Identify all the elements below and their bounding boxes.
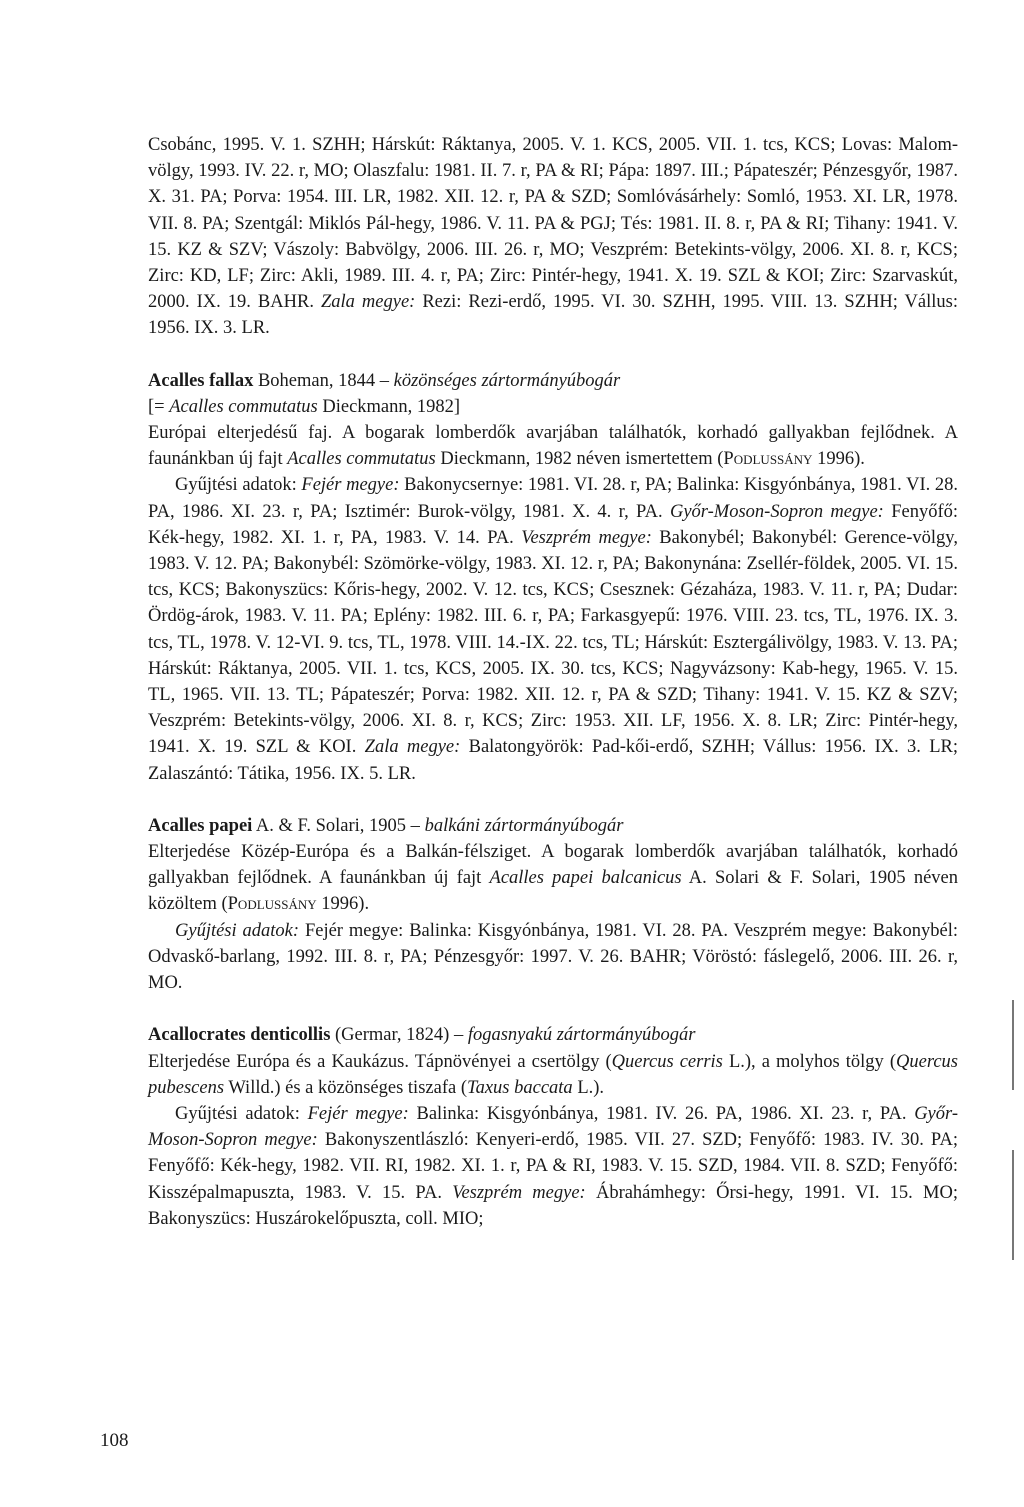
species-entry-acalles-fallax bbox=[148, 368, 958, 787]
species-title bbox=[148, 368, 958, 394]
text-run: Bakonyszentlászló: Kenyeri-erdő, 1985. VII. 27. SZD; Fenyőfő: 1983. IV. 30. PA; Fenyőfő: Kék-hegy, 1982. VII. RI, 1982. XI. 1. r, PA & RI, 1983. V. 15. SZD, 1984. VII. 8. SZD; Fenyőfő: Kisszépalmapuszta, 1983. V. 15. PA. bbox=[148, 1130, 958, 1203]
species-title bbox=[148, 813, 958, 839]
text-run: közönséges zártormányúbogár bbox=[393, 370, 621, 391]
text-run: L.). bbox=[572, 1077, 605, 1098]
text-run: Fenyőfő: Kék-hegy, 1982. XI. 1. r, PA, 1983. V. 14. PA. bbox=[148, 501, 958, 548]
text-run: A. & F. Solari, 1905 – bbox=[252, 815, 425, 836]
text-run: Acalles papei balcanicus bbox=[489, 868, 682, 889]
text-run: Acalles fallax bbox=[148, 370, 254, 391]
text-run: Acalles commutatus bbox=[169, 396, 318, 417]
text-run: Balatongyörök: Pad-kői-erdő, SZHH; Vállus: 1956. IX. 3. LR; Zalaszántó: Tátika, 1956. IX. 5. LR. bbox=[148, 737, 958, 784]
species-description bbox=[148, 420, 958, 472]
text-run: A. Solari & F. Solari, 1905 néven közöltem ( bbox=[148, 868, 958, 915]
text-run: Győr-Moson-Sopron megye: bbox=[148, 1103, 958, 1151]
text-run: Gyűjtési adatok: bbox=[175, 475, 302, 496]
text-run: Gyűjtési adatok: bbox=[175, 1103, 308, 1124]
text-run: Győr-Moson-Sopron megye: bbox=[669, 501, 884, 522]
text-run: Elterjedése Közép-Európa és a Balkán-félsziget. A bogarak lomberdők avarjában találhatók, korhadó gallyakban fejlődnek. A faunánkban új fajt bbox=[148, 842, 958, 889]
text-run: Elterjedése Európa és a Kaukázus. Tápnövényei a csertölgy ( bbox=[148, 1051, 612, 1072]
text-run: 1996). bbox=[316, 894, 370, 915]
text-run: Boheman, 1844 – bbox=[253, 370, 394, 391]
text-run: Ábrahámhegy: Őrsi-hegy, 1991. VI. 15. MO; Bakonyszücs: Huszárokelőpuszta, coll. MIO; bbox=[148, 1182, 958, 1229]
text-run: Bakonycsernye: 1981. VI. 28. r, PA; Balinka: Kisgyónbánya, 1981. VI. 28. PA, 1986. XI. 23. r, PA; Isztimér: Burok-völgy, 1981. X. 4. r, PA. bbox=[148, 475, 958, 522]
text-run: Quercus cerris bbox=[611, 1051, 723, 1072]
scan-edge-mark bbox=[1012, 1150, 1014, 1260]
collection-records bbox=[148, 918, 958, 997]
text-run: Acallocrates denticollis bbox=[148, 1025, 331, 1046]
text-run: Acalles commutatus bbox=[287, 449, 436, 470]
text-run: balkáni zártormányúbogár bbox=[424, 815, 624, 836]
text-run: Acalles papei bbox=[148, 815, 253, 836]
species-title bbox=[148, 1022, 958, 1048]
text-run: Veszprém megye: bbox=[452, 1182, 586, 1203]
text-run: Quercus pubescens bbox=[148, 1051, 959, 1098]
text-run: Fejér megye: bbox=[301, 475, 400, 496]
text-run: Zala megye: bbox=[364, 737, 461, 758]
text-run: Fejér megye: Balinka: Kisgyónbánya, 1981. VI. 28. PA. Veszprém megye: Bakonybél: Odvaskő-barlang, 1992. III. 8. r, PA; Pénzesgyőr: 1997. V. 26. BAHR; Vöröstó: fáslegelő, 2006. III. 26. r, MO. bbox=[148, 920, 958, 994]
text-run: Zala megye: bbox=[320, 292, 416, 313]
text-run: Csobánc, 1995. V. 1. SZHH; Hárskút: Ráktanya, 2005. V. 1. KCS, 2005. VII. 1. tcs, KCS; Lovas: Malom-völgy, 1993. IV. 22. r, MO; Olaszfalu: 1981. II. 7. r, PA & RI; Pápa: 1897. III.; Pápateszér; Pénzesgyőr, 1987. X. 31. PA; Porva: 1954. III. LR, 1982. XII. 12. r, PA & SZD; Somlóvásárhely: Somló, 1953. XI. LR, 1978. VII. 8. PA; Szentgál: Miklós Pál-hegy, 1986. V. 11. PA & PGJ; Tés: 1981. II. 8. r, PA & RI; Tihany: 1941. V. 15. KZ & SZV; Vászoly: Babvölgy, 2006. III. 26. r, MO; Veszprém: Betekints-völgy, 2006. XI. 8. r, KCS; Zirc: KD, LF; Zirc: Akli, 1989. III. 4. r, PA; Zirc: Pintér-hegy, 1941. X. 19. SZL & KOI; Zirc: Szarvaskút, 2000. IX. 19. BAHR. bbox=[148, 135, 958, 313]
text-run: (Germar, 1824) – bbox=[330, 1025, 468, 1046]
scan-edge-mark bbox=[1012, 1000, 1014, 1090]
species-entry-acallocrates-denticollis bbox=[148, 1022, 958, 1232]
text-run: Dieckmann, 1982 néven ismertettem ( bbox=[435, 449, 724, 470]
species-synonym bbox=[148, 394, 958, 420]
collection-records bbox=[148, 472, 958, 786]
text-run: Európai elterjedésű faj. A bogarak lomberdők avarjában találhatók, korhadó gallyakban fejlődnek. A faunánkban új fajt bbox=[148, 423, 958, 470]
species-description bbox=[148, 1049, 958, 1101]
text-run: Fejér megye: bbox=[307, 1103, 409, 1124]
text-run: [= bbox=[148, 396, 170, 417]
text-run: Podlussány bbox=[723, 449, 813, 470]
species-entry-acalles-papei bbox=[148, 813, 958, 996]
text-run: fogasnyakú zártormányúbogár bbox=[467, 1025, 696, 1046]
page-number: 108 bbox=[100, 1430, 129, 1451]
continuation-records bbox=[148, 132, 958, 342]
page-body bbox=[148, 132, 958, 1232]
text-run: Rezi: Rezi-erdő, 1995. VI. 30. SZHH, 1995. VIII. 13. SZHH; Vállus: 1956. IX. 3. LR. bbox=[148, 292, 958, 339]
text-run: Podlussány bbox=[227, 894, 317, 915]
text-run: Bakonybél; Bakonybél: Gerence-völgy, 1983. V. 12. PA; Bakonybél: Szömörke-völgy, 1983. XI. 12. r, PA; Bakonynána: Zsellér-földek, 2005. VI. 15. tcs, KCS; Bakonyszücs: Kőris-hegy, 2002. V. 12. tcs, KCS; Csesznek: Gézaháza, 1983. V. 11. r, PA; Dudar: Ördög-árok, 1983. V. 11. PA; Eplény: 1982. III. 6. r, PA; Farkasgyepű: 1976. VIII. 23. tcs, TL, 1976. IX. 3. tcs, TL, 1978. V. 12-VI. 9. tcs, TL, 1978. VIII. 14.-IX. 22. tcs, TL; Hárskút: Esztergálivölgy, 1983. V. 13. PA; Hárskút: Ráktanya, 2005. VII. 1. tcs, KCS, 2005. IX. 30. tcs, KCS; Nagyvázsony: Kab-hegy, 1965. V. 15. TL, 1965. VII. 13. TL; Pápateszér; Porva: 1982. XII. 12. r, PA & SZD; Tihany: 1941. V. 15. KZ & SZV; Veszprém: Betekints-völgy, 2006. XI. 8. r, KCS; Zirc: 1953. XII. LF, 1956. X. 8. LR; Zirc: Pintér-hegy, 1941. X. 19. SZL & KOI. bbox=[148, 527, 958, 758]
species-description bbox=[148, 839, 958, 918]
text-run: Veszprém megye: bbox=[521, 527, 652, 548]
collection-records bbox=[148, 1101, 958, 1232]
text-run: L.), a molyhos tölgy ( bbox=[722, 1051, 897, 1072]
text-run: Dieckmann, 1982] bbox=[317, 396, 461, 417]
text-run: Willd.) és a közönséges tiszafa ( bbox=[224, 1077, 467, 1098]
text-run: Balinka: Kisgyónbánya, 1981. IV. 26. PA, 1986. XI. 23. r, PA. bbox=[408, 1103, 915, 1124]
text-run: 1996). bbox=[812, 449, 865, 470]
text-run: Taxus baccata bbox=[466, 1077, 573, 1098]
text-run: Gyűjtési adatok: bbox=[175, 920, 300, 941]
